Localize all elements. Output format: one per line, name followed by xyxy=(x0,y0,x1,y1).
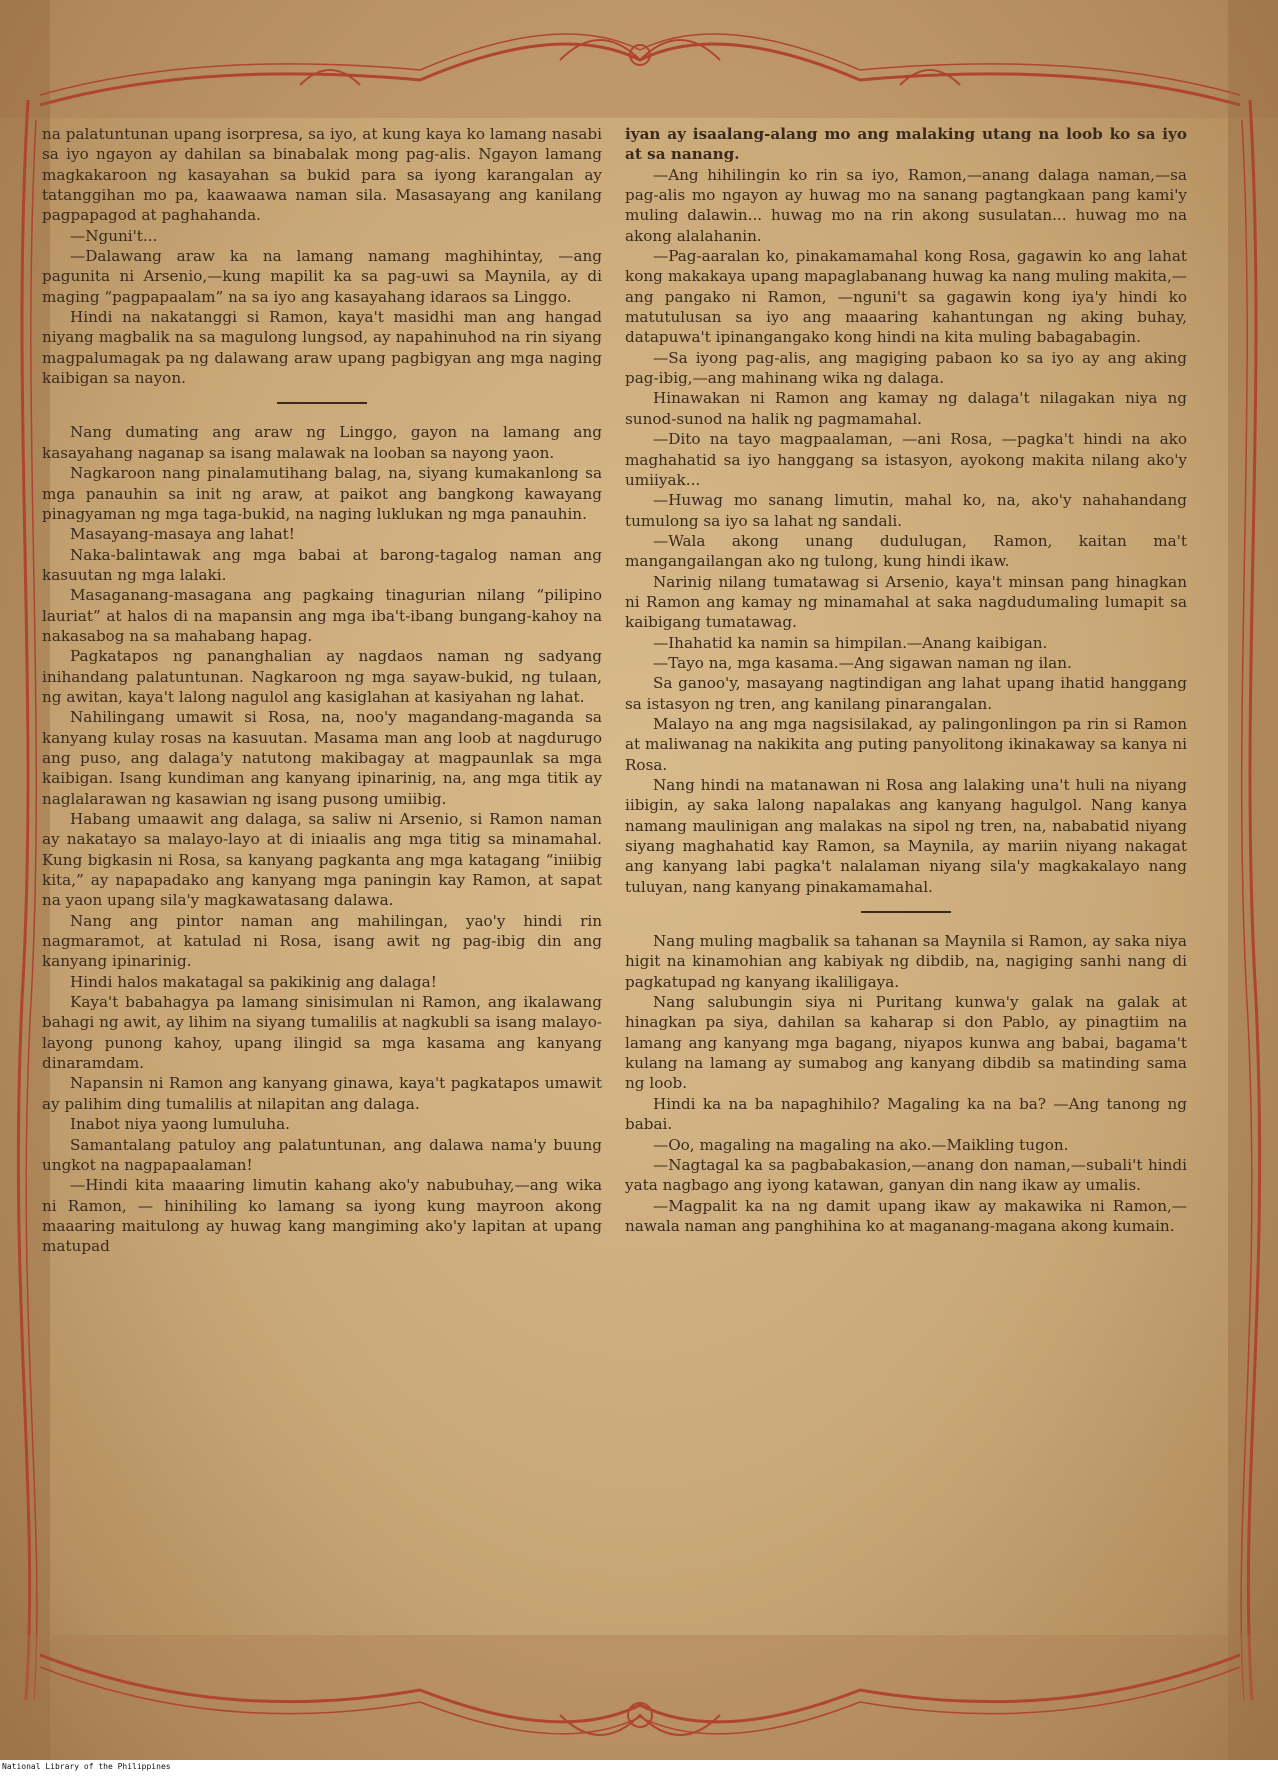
paragraph: —Sa iyong pag-alis, ang magiging pabaon ko sa iyo ay ang aking pag-ibig,—ang mahinang wika ng dalaga. xyxy=(625,348,1187,388)
paragraph: Habang umaawit ang dalaga, sa saliw ni Arsenio, si Ramon naman ay nakatayo sa malayo-layo at di iniaalis ang mga titig sa minamahal. Kung bigkasin ni Rosa, sa kanyang pagkanta ang mga katagang “iniibig kita,” ay napapadako ang kanyang mga paningin kay Ramon, at sapat na yaon upang sila'y magkawatasang dalawa. xyxy=(42,810,602,910)
paragraph: —Ihahatid ka namin sa himpilan.—Anang kaibigan. xyxy=(653,633,1048,652)
paragraph: —Nagtagal ka sa pagbabakasion,—anang don naman,—subali't hindi yata nagbago ang iyong katawan, ganyan din nang ikaw ay umalis. xyxy=(625,1155,1187,1195)
ornamental-border-right xyxy=(1228,0,1278,1760)
paragraph: —Huwag mo sanang limutin, mahal ko, na, ako'y nahahandang tumulong sa iyo sa lahat ng sandali. xyxy=(625,491,1187,530)
paragraph: —Dalawang araw ka na lamang namang maghihintay, —ang pagunita ni Arsenio,—kung mapilit ka sa pag-uwi sa Maynila, ay di maging “pagpapaalam” na sa iyo ang kasayahang idaraos sa Linggo. xyxy=(42,247,602,306)
paragraph: Masayang-masaya ang lahat! xyxy=(70,525,295,544)
paragraph: Masaganang-masagana ang pagkaing tinagurian nilang “pilipino lauriat” at halos di na mapansin ang mga iba't-ibang bungang-kahoy na nakasabog na sa mahabang hapag. xyxy=(42,586,602,645)
paragraph: Hindi ka na ba napaghihilo? Magaling ka na ba? —Ang tanong ng babai. xyxy=(625,1094,1187,1134)
left-column xyxy=(42,124,602,1257)
paragraph: —Hindi kita maaaring limutin kahang ako'y nabubuhay,—ang wika ni Ramon, — hinihiling ko lamang sa iyong kung mayroon akong maaaring maitulong ay huwag kang mangiming ako'y lapitan at upang matupad xyxy=(42,1176,602,1256)
paragraph: Nang ang pintor naman ang mahilingan, yao'y hindi rin nagmaramot, at katulad ni Rosa, isang awit ng pag-ibig din ang kanyang ipinarinig. xyxy=(42,911,602,971)
section-divider xyxy=(277,402,367,404)
paragraph: —Tayo na, mga kasama.—Ang sigawan naman ng ilan. xyxy=(653,653,1072,672)
paragraph: Sa ganoo'y, masayang nagtindigan ang lahat upang ihatid hanggang sa istasyon ng tren, ang kanilang pinarangalan. xyxy=(625,674,1187,713)
paragraph: —Nguni't... xyxy=(70,226,158,245)
paragraph: —Pag-aaralan ko, pinakamamahal kong Rosa, gagawin ko ang lahat kong makakaya upang mapaglabanang huwag ka nang muling makita,—ang pangako ni Ramon, —nguni't sa gagawin kong iya'y hindi ko matutulusan sa iyo ang maaaring kahantungan ng aking buhay, datapuwa't ipinangangako kong hindi na kita muling babagabagin. xyxy=(625,247,1187,347)
section-divider xyxy=(861,911,951,913)
paragraph: —Ang hihilingin ko rin sa iyo, Ramon,—anang dalaga naman,—sa pag-alis mo ngayon ay huwag mo na sanang pagtangkaan pang kami'y muling dalawin... huwag mo na rin akong susulatan... huwag mo na akong alalahanin. xyxy=(625,165,1187,245)
paragraph: Nang hindi na matanawan ni Rosa ang lalaking una't huli na niyang iibigin, ay saka lalong napalakas ang kanyang hagulgol. Nang kanya namang maulinigan ang malakas na sipol ng tren, na, nababatid niyang siyang maghahatid kay Ramon, sa Maynila, ay mariin niyang nakagat ang kanyang labi pagka't nalalaman niyang sila'y magkakalayo nang tuluyan, nang kanyang pinakamamahal. xyxy=(625,776,1187,896)
paragraph: —Dito na tayo magpaalaman, —ani Rosa, —pagka't hindi na ako maghahatid sa iyo hanggang sa istasyon, ayokong makita nilang ako'y umiiyak... xyxy=(625,430,1187,489)
paragraph: Naka-balintawak ang mga babai at barong-tagalog naman ang kasuutan ng mga lalaki. xyxy=(42,545,602,584)
paragraph: Nang muling magbalik sa tahanan sa Maynila si Ramon, ay saka niya higit na kinamohian ang kabiyak ng dibdib, na, nagiging sanhi nang di pagkatupad ng kanyang ikaliligaya. xyxy=(625,932,1187,991)
paragraph: —Magpalit ka na ng damit upang ikaw ay makawika ni Ramon,—nawala naman ang panghihina ko at maganang-magana akong kumain. xyxy=(625,1196,1187,1235)
paragraph: Hindi halos makatagal sa pakikinig ang dalaga! xyxy=(70,972,437,991)
paragraph: Hinawakan ni Ramon ang kamay ng dalaga't nilagakan niya ng sunod-sunod na halik ng pagmamahal. xyxy=(625,389,1187,428)
ornamental-border-bottom xyxy=(0,1635,1278,1760)
paragraph: —Wala akong unang dudulugan, Ramon, kaitan ma't mangangailangan ako ng tulong, kung hindi ikaw. xyxy=(625,531,1187,571)
paragraph: Pagkatapos ng pananghalian ay nagdaos naman ng sadyang inihandang palatuntunan. Nagkaroon ng mga sayaw-bukid, ng tulaan, ng awitan, kaya't lalong nagulol ang kasiglahan at kasiyahan ng lahat. xyxy=(42,647,602,706)
paragraph: Inabot niya yaong lumuluha. xyxy=(70,1115,290,1134)
paragraph: Nang salubungin siya ni Puritang kunwa'y galak na galak at hinagkan pa siya, dahilan sa kaharap si don Pablo, ay pinagtiim na lamang ang kanyang mga bagang, niyapos kunwa ang babai, bagama't kulang na lamang ay sumabog ang kanyang dibdib sa matinding sama ng loob. xyxy=(625,993,1187,1093)
paragraph: Nahilingang umawit si Rosa, na, noo'y magandang-maganda sa kanyang kulay rosas na kasuutan. Masama man ang loob at nagdurugo ang puso, ang dalaga'y natutong makibagay at magpaunlak sa mga kaibigan. Isang kundiman ang kanyang ipinarinig, na, ang mga titik ay naglalarawan ng kasawian ng isang pusong umiibig. xyxy=(42,708,602,808)
right-column xyxy=(625,124,1187,1236)
paragraph: Narinig nilang tumatawag si Arsenio, kaya't minsan pang hinagkan ni Ramon ang kamay ng minamahal at saka nagdudumaling lumapit sa kaibigang tumatawag. xyxy=(625,572,1187,632)
paragraph: Kaya't babahagya pa lamang sinisimulan ni Ramon, ang ikalawang bahagi ng awit, ay lihim na siyang tumalilis at nagkubli sa isang malayo-layong punong kahoy, upang ilingid sa mga kasama ang kanyang dinaramdam. xyxy=(42,993,602,1073)
paragraph: Nagkaroon nang pinalamutihang balag, na, siyang kumakanlong sa mga panauhin sa init ng araw, at paikot ang bangkong kawayang pinagyaman ng mga taga-bukid, na naging luklukan ng mga panauhin. xyxy=(42,464,602,523)
library-credit: National Library of the Philippines xyxy=(2,1762,171,1771)
paragraph: Hindi na nakatanggi si Ramon, kaya't masidhi man ang hangad niyang magbalik na sa magulong lungsod, ay napahinuhod na rin siyang magpalumagak pa ng dalawang araw upang pagbigyan ang mga naging kaibigan sa nayon. xyxy=(42,308,602,388)
paragraph: Samantalang patuloy ang palatuntunan, ang dalawa nama'y buung ungkot na nagpapaalaman! xyxy=(42,1135,602,1174)
ornamental-border-top xyxy=(0,0,1278,118)
paragraph: na palatuntunan upang isorpresa, sa iyo, at kung kaya ko lamang nasabi sa iyo ngayon ay dahilan sa binabalak mong pag-alis. Ngayon lamang magkakaroon ng kasayahan sa bukid para sa iyong karangalan ay tatanggihan mo pa, kaawaawa naman sila. Masasayang ang kanilang pagpapagod at paghahanda. xyxy=(42,125,602,225)
paragraph: Malayo na ang mga nagsisilakad, ay palingonlingon pa rin si Ramon at maliwanag na nakikita ang puting panyolitong ikinakaway sa kanya ni Rosa. xyxy=(625,714,1187,774)
paragraph: Nang dumating ang araw ng Linggo, gayon na lamang ang kasayahang naganap sa isang malawak na looban sa nayong yaon. xyxy=(42,423,602,462)
paragraph: Napansin ni Ramon ang kanyang ginawa, kaya't pagkatapos umawit ay palihim ding tumalilis at nilapitan ang dalaga. xyxy=(42,1074,602,1113)
paragraph: iyan ay isaalang-alang mo ang malaking utang na loob ko sa iyo at sa nanang. xyxy=(625,125,1187,164)
paragraph: —Oo, magaling na magaling na ako.—Maikling tugon. xyxy=(653,1135,1069,1154)
